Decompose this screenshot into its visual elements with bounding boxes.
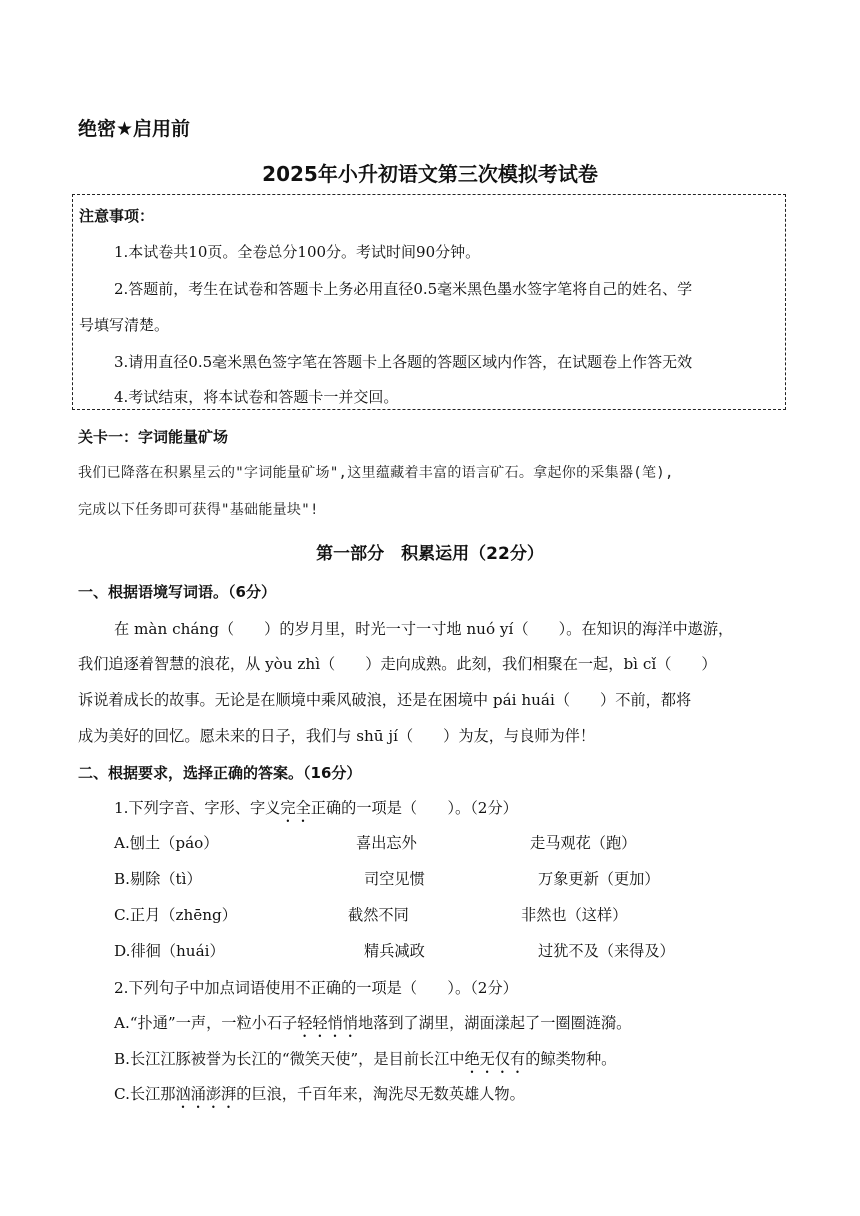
- q2-sub1-option-b[interactable]: B.剔除（tì）: [114, 870, 202, 888]
- exam-title: 2025年小升初语文第三次模拟考试卷: [262, 162, 598, 186]
- level1-heading: 关卡一：字词能量矿场: [78, 428, 229, 446]
- q1-line-3: 诉说着成长的故事。无论是在顺境中乘风破浪，还是在困境中 pái huái（ ）不前，都将: [78, 691, 692, 709]
- part1-title: 第一部分 积累运用（22分）: [316, 544, 544, 564]
- q2-heading: 二、根据要求，选择正确的答案。（16分）: [78, 764, 362, 782]
- secret-label: 绝密★启用前: [78, 118, 191, 140]
- notice-item-1: 1.本试卷共10页。全卷总分100分。考试时间90分钟。: [114, 243, 481, 261]
- q2-sub2-option-a[interactable]: A.“扑通”一声，一粒小石子轻轻悄悄地落到了湖里，湖面漾起了一圈圈涟漪。: [114, 1014, 632, 1032]
- q2-sub1-option-c[interactable]: C.正月（zhēng）: [114, 906, 237, 924]
- notice-box: [72, 194, 786, 410]
- notice-item-2: 2.答题前，考生在试卷和答题卡上务必用直径0.5毫米黑色墨水签字笔将自己的姓名、学: [114, 280, 693, 298]
- q2-sub2-option-c[interactable]: C.长江那汹涌澎湃的巨浪，千百年来，淘洗尽无数英雄人物。: [114, 1085, 525, 1103]
- q1-heading: 一、根据语境写词语。（6分）: [78, 583, 276, 601]
- notice-item-4: 4.考试结束，将本试卷和答题卡一并交回。: [114, 388, 399, 406]
- q2-sub1-option-b-word: 司空见惯: [364, 870, 425, 888]
- notice-item-2-cont: 号填写清楚。: [79, 316, 170, 334]
- q2-sub1-option-d-word: 精兵减政: [364, 942, 425, 960]
- q1-line-1: 在 màn cháng（ ）的岁月里，时光一寸一寸地 nuó yí（ ）。在知识的海洋中遨游，: [114, 620, 734, 638]
- q2-sub1-option-a[interactable]: A.刨土（páo）: [114, 834, 219, 852]
- q2-sub2-stem: 2.下列句子中加点词语使用不正确的一项是（ ）。（2分）: [114, 979, 518, 997]
- q2-sub1-option-b-idiom: 万象更新（更加）: [538, 870, 660, 888]
- q2-sub1-option-a-idiom: 走马观花（跑）: [530, 834, 637, 852]
- q2-sub1-option-c-word: 截然不同: [348, 906, 409, 924]
- q1-line-2: 我们追逐着智慧的浪花，从 yòu zhì（ ）走向成熟。此刻，我们相聚在一起，bì cǐ（ ）: [78, 655, 717, 673]
- q2-sub1-stem: 1.下列字音、字形、字义完全正确的一项是（ ）。（2分）: [114, 799, 518, 817]
- notice-heading: 注意事项：: [79, 207, 155, 225]
- q1-line-4: 成为美好的回忆。愿未来的日子，我们与 shū jí（ ）为友，与良师为伴！: [78, 727, 596, 745]
- q2-sub1-option-c-idiom: 非然也（这样）: [521, 906, 628, 924]
- q2-sub1-option-d-idiom: 过犹不及（来得及）: [538, 942, 675, 960]
- level1-intro-line1: 我们已降落在积累星云的"字词能量矿场",这里蕴藏着丰富的语言矿石。拿起你的采集器(笔),: [78, 465, 674, 481]
- level1-intro-line2: 完成以下任务即可获得"基础能量块"!: [78, 502, 319, 518]
- q2-sub2-option-b[interactable]: B.长江江豚被誉为长江的“微笑天使”，是目前长江中绝无仅有的鲸类物种。: [114, 1050, 617, 1068]
- q2-sub1-option-a-word: 喜出忘外: [356, 834, 417, 852]
- notice-item-3: 3.请用直径0.5毫米黑色签字笔在答题卡上各题的答题区域内作答，在试题卷上作答无效: [114, 353, 693, 371]
- q2-sub1-option-d[interactable]: D.徘徊（huái）: [114, 942, 225, 960]
